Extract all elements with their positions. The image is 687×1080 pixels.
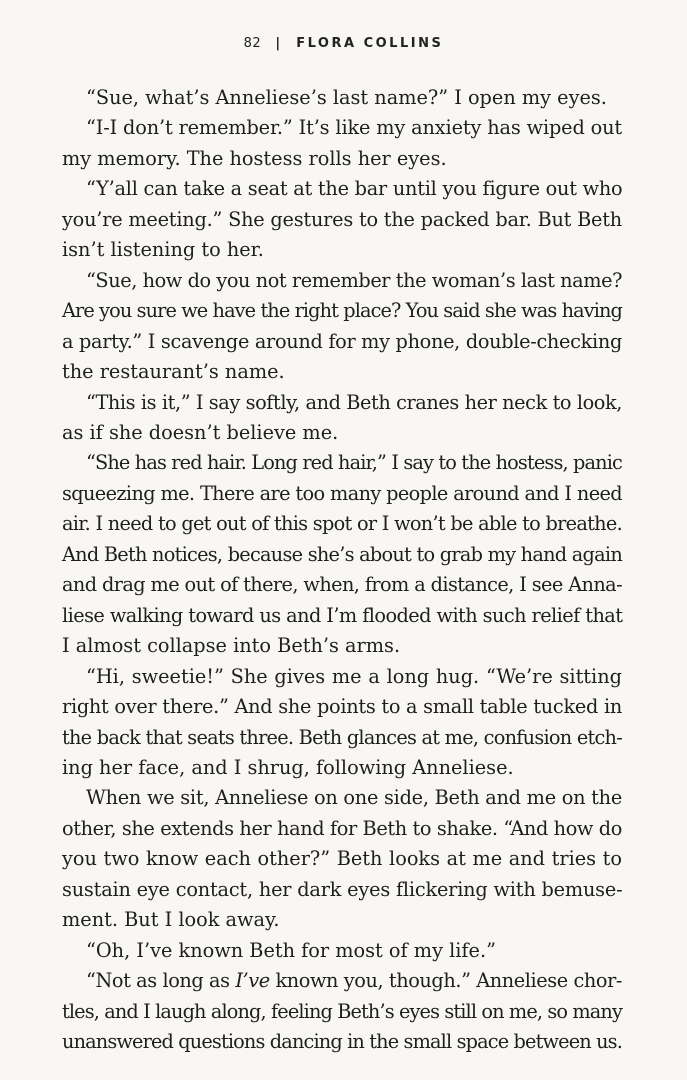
header-separator: | [275, 36, 283, 51]
text-line: unanswered questions dancing in the small space between us. [62, 1030, 622, 1054]
text-segment: “Not as long as [86, 969, 236, 993]
text-line: and drag me out of there, when, from a distance, I see Anna- [62, 573, 622, 597]
text-line: a party.” I scavenge around for my phone, double-checking [62, 329, 622, 353]
text-segment: known you, though.” Anneliese chor- [269, 969, 622, 993]
text-line: tles, and I laugh along, feeling Beth’s eyes still on me, so many [62, 999, 622, 1023]
text-line: as if she doesn’t believe me. [62, 420, 339, 444]
text-line: my memory. The hostess rolls her eyes. [62, 146, 447, 170]
text-line: you’re meeting.” She gestures to the packed bar. But Beth [62, 207, 622, 231]
text-line: you two know each other?” Beth looks at me and tries to [62, 847, 622, 871]
text-line [62, 966, 622, 996]
text-line: sustain eye contact, her dark eyes flickering with bemuse- [62, 877, 623, 901]
text-line: air. I need to get out of this spot or I won’t be able to breathe. [62, 512, 623, 536]
text-line: ing her face, and I shrug, following Anneliese. [62, 755, 514, 779]
paragraph [62, 174, 622, 265]
text-line: the back that seats three. Beth glances at me, confusion etch- [62, 725, 622, 749]
paragraph [62, 662, 622, 784]
text-line: When we sit, Anneliese on one side, Beth and me on the [86, 786, 622, 810]
text-line: I almost collapse into Beth’s arms. [62, 634, 401, 658]
text-line: “I-I don’t remember.” It’s like my anxiety has wiped out [86, 116, 622, 140]
paragraph [62, 266, 622, 388]
text-line: squeezing me. There are too many people around and I need [62, 481, 622, 505]
running-header [0, 36, 687, 51]
text-line: the restaurant’s name. [62, 360, 285, 384]
page-number: 82 [243, 36, 262, 51]
text-line: “Sue, how do you not remember the woman’s last name? [86, 268, 622, 292]
author-name: FLORA COLLINS [296, 36, 444, 51]
text-line: And Beth notices, because she’s about to grab my hand again [62, 542, 623, 566]
text-line: “Sue, what’s Anneliese’s last name?” I open my eyes. [86, 86, 607, 109]
paragraph [62, 966, 622, 1057]
text-line: liese walking toward us and I’m flooded with such relief that [62, 603, 623, 627]
emphasis-text: I’ve [235, 969, 270, 993]
paragraph [62, 83, 622, 113]
text-line: Are you sure we have the right place? You said she was having [62, 299, 622, 323]
text-line: “Oh, I’ve known Beth for most of my life.” [86, 938, 496, 962]
paragraph [62, 448, 622, 661]
text-line: isn’t listening to her. [62, 238, 264, 262]
text-line: “Y’all can take a seat at the bar until you figure out who [86, 177, 623, 201]
paragraph [62, 388, 622, 449]
paragraph [62, 783, 622, 935]
body-text [62, 83, 622, 1058]
text-line: “She has red hair. Long red hair,” I say to the hostess, panic [86, 451, 622, 475]
paragraph [62, 113, 622, 174]
text-line: right over there.” And she points to a small table tucked in [62, 695, 622, 719]
text-line: “This is it,” I say softly, and Beth cranes her neck to look, [86, 390, 622, 414]
paragraph [62, 936, 622, 966]
text-line: ment. But I look away. [62, 908, 280, 932]
text-line: other, she extends her hand for Beth to shake. “And how do [62, 816, 622, 840]
text-line: “Hi, sweetie!” She gives me a long hug. “We’re sitting [86, 664, 622, 688]
